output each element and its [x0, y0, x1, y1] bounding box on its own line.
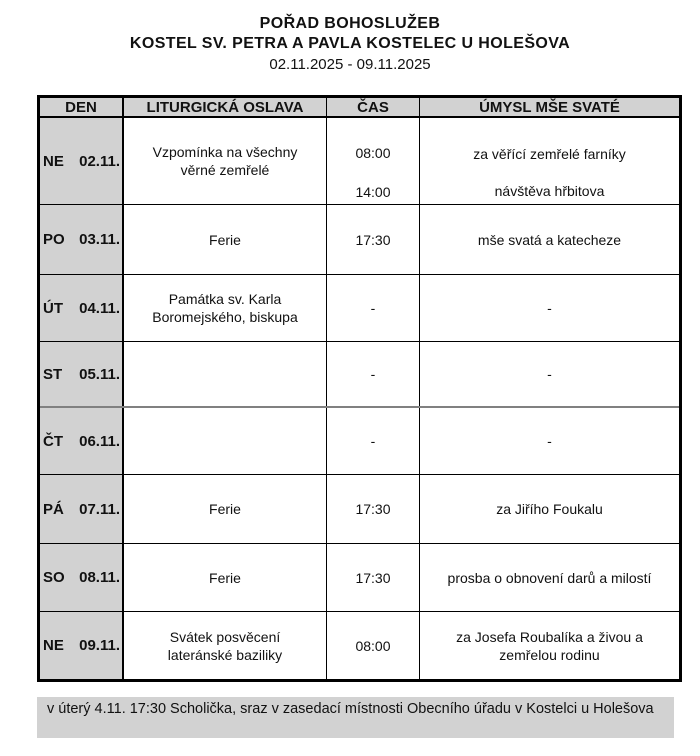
mass-intention: mše svatá a katecheze [477, 231, 622, 248]
day-date: 06.11. [79, 432, 120, 450]
church-name: KOSTEL SV. PETRA A PAVLA KOSTELEC U HOLEŠOVA [129, 35, 571, 52]
day-abbreviation: PO [43, 231, 65, 248]
mass-intention: za Jiřího Foukalu [496, 501, 603, 517]
time-cell [326, 342, 419, 406]
celebration-cell [124, 275, 326, 341]
mass-time: 17:30 [355, 501, 391, 517]
table-row [40, 204, 679, 274]
day-cell [40, 544, 124, 611]
column-header-cas: ČAS [326, 98, 419, 116]
time-cell [326, 544, 419, 611]
mass-time: - [370, 366, 376, 382]
mass-intention: - [547, 433, 552, 449]
celebration-text: Vzpomínka na všechny věrné zemřelé [152, 144, 298, 178]
intention-cell [419, 475, 679, 543]
day-cell [40, 205, 124, 274]
time-cell [326, 408, 419, 474]
day-date: 08.11. [79, 569, 120, 586]
day-abbreviation: SO [43, 569, 65, 586]
time-cell [326, 612, 419, 679]
celebration-cell [124, 475, 326, 543]
table-row [40, 406, 679, 474]
time-cell [326, 118, 419, 204]
day-date: 05.11. [79, 365, 120, 383]
table-row [40, 118, 679, 204]
column-header-den: DEN [40, 98, 124, 116]
mass-intention: návštěva hřbitova [494, 183, 605, 199]
table-row [40, 341, 679, 406]
table-row [40, 474, 679, 543]
intention-cell [419, 612, 679, 679]
mass-intention: - [547, 300, 552, 316]
day-date: 07.11. [79, 500, 120, 518]
day-abbreviation: ČT [43, 432, 63, 450]
celebration-text: Svátek posvěcení lateránské baziliky [167, 628, 283, 663]
document-header [0, 14, 700, 75]
celebration-cell [124, 342, 326, 406]
footer-note: v úterý 4.11. 17:30 Scholička, sraz v zasedací místnosti Obecního úřadu v Kostelci u Holešova [37, 697, 674, 738]
day-abbreviation: ST [43, 365, 63, 383]
day-date: 04.11. [79, 299, 120, 317]
mass-time: 08:00 [355, 145, 391, 161]
table-header-row [40, 98, 679, 118]
schedule-table [37, 95, 682, 682]
intention-cell [419, 544, 679, 611]
table-row [40, 274, 679, 341]
mass-time: 17:30 [355, 231, 391, 248]
celebration-text: Památka sv. Karla Boromejského, biskupa [152, 291, 298, 325]
intention-cell [419, 408, 679, 474]
table-body [40, 118, 679, 679]
celebration-cell [124, 612, 326, 679]
day-abbreviation: ÚT [43, 299, 63, 317]
mass-intention: za věřící zemřelé farníky [473, 146, 626, 162]
table-row [40, 611, 679, 679]
day-abbreviation: NE [43, 637, 64, 654]
day-cell [40, 408, 124, 474]
date-range: 02.11.2025 - 09.11.2025 [269, 56, 431, 73]
intention-cell [419, 118, 679, 204]
mass-intention: prosba o obnovení darů a milostí [447, 569, 652, 586]
celebration-cell [124, 205, 326, 274]
mass-intention: - [547, 366, 552, 382]
table-row [40, 543, 679, 611]
celebration-text: Ferie [209, 501, 241, 517]
column-header-umysl-mse-svate: ÚMYSL MŠE SVATÉ [419, 98, 679, 116]
column-header-liturgicka-oslava: LITURGICKÁ OSLAVA [124, 98, 326, 116]
day-cell [40, 475, 124, 543]
day-abbreviation: PÁ [43, 500, 64, 518]
day-date: 09.11. [79, 637, 120, 654]
intention-cell [419, 275, 679, 341]
mass-time: 17:30 [355, 569, 391, 586]
mass-time: - [370, 300, 376, 316]
celebration-text: Ferie [209, 569, 241, 586]
day-date: 03.11. [79, 231, 120, 248]
celebration-text: Ferie [209, 231, 241, 248]
day-cell [40, 275, 124, 341]
day-date: 02.11. [79, 152, 120, 170]
mass-time: - [370, 433, 376, 449]
celebration-cell [124, 544, 326, 611]
celebration-cell [124, 408, 326, 474]
page-title: POŘAD BOHOSLUŽEB [259, 15, 441, 32]
day-cell [40, 612, 124, 679]
mass-intention: za Josefa Roubalíka a živou a zemřelou rodinu [456, 628, 643, 663]
day-cell [40, 118, 124, 204]
time-cell [326, 475, 419, 543]
time-cell [326, 205, 419, 274]
day-cell [40, 342, 124, 406]
intention-cell [419, 205, 679, 274]
day-abbreviation: NE [43, 152, 64, 170]
mass-time: 08:00 [355, 637, 391, 654]
mass-time: 14:00 [355, 184, 391, 200]
celebration-cell [124, 118, 326, 204]
time-cell [326, 275, 419, 341]
intention-cell [419, 342, 679, 406]
